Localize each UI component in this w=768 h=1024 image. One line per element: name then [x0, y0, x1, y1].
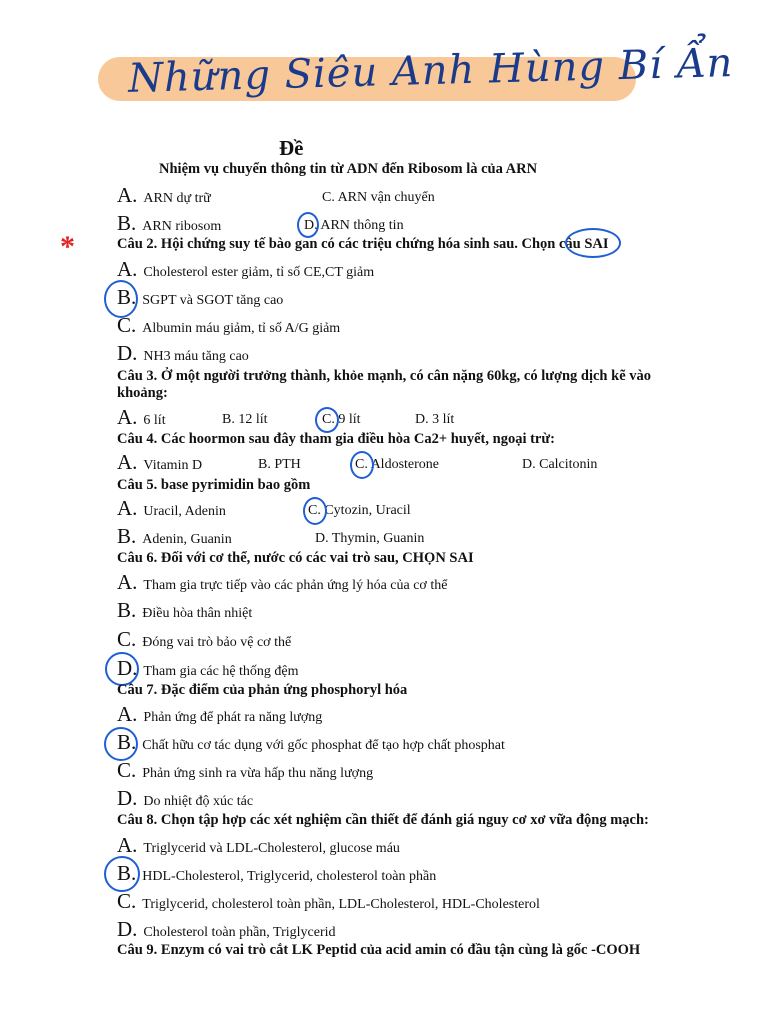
q2-option-b[interactable]: B. SGPT và SGOT tăng cao [117, 285, 284, 309]
q7-option-c[interactable]: C. Phản ứng sinh ra vừa hấp thu năng lượng [117, 758, 374, 782]
q7-option-d[interactable]: D. Do nhiệt độ xúc tác [117, 786, 254, 810]
q4-option-c[interactable]: C. Aldosterone [355, 457, 439, 472]
answer-circle-mark [565, 228, 621, 258]
q8-option-a[interactable]: A. Triglycerid và LDL-Cholesterol, glucose máu [117, 833, 400, 857]
page-title: Đề [279, 136, 304, 160]
question-8-text: Câu 8. Chọn tập hợp các xét nghiệm cần thiết để đánh giá nguy cơ xơ vữa động mạch: [117, 812, 649, 828]
q7-option-b[interactable]: B. Chất hữu cơ tác dụng với gốc phosphat để tạo hợp chất phosphat [117, 730, 505, 754]
answer-circle-mark [303, 497, 327, 525]
q5-option-b[interactable]: B. Adenin, Guanin [117, 524, 232, 548]
question-1-text: Nhiệm vụ chuyển thông tin từ ADN đến Ribosom là của ARN [159, 161, 538, 177]
answer-circle-mark [350, 451, 374, 479]
q3-option-a[interactable]: A. 6 lít [117, 405, 166, 429]
q1-option-c[interactable]: C. ARN vận chuyển [322, 190, 435, 205]
q6-option-b[interactable]: B. Điều hòa thân nhiệt [117, 598, 253, 622]
q2-option-c[interactable]: C. Albumin máu giảm, tỉ số A/G giảm [117, 313, 341, 337]
q5-option-a[interactable]: A. Uracil, Adenin [117, 496, 226, 520]
q3-option-b[interactable]: B. 12 lít [222, 412, 268, 427]
q6-option-a[interactable]: A. Tham gia trực tiếp vào các phản ứng lý hóa của cơ thể [117, 570, 448, 594]
handwritten-title: Những Siêu Anh Hùng Bí Ẩn [127, 40, 734, 102]
q1-option-d[interactable]: D. ARN thông tin [304, 218, 404, 233]
question-5-text: Câu 5. base pyrimidin bao gồm [117, 477, 311, 493]
answer-circle-mark [297, 212, 319, 238]
answer-circle-mark [104, 856, 140, 892]
q8-option-d[interactable]: D. Cholesterol toàn phần, Triglycerid [117, 917, 336, 941]
q6-option-c[interactable]: C. Đóng vai trò bảo vệ cơ thể [117, 627, 292, 651]
q4-option-d[interactable]: D. Calcitonin [522, 457, 598, 472]
question-6-text: Câu 6. Đối với cơ thể, nước có các vai trò sau, CHỌN SAI [117, 550, 474, 566]
q2-option-a[interactable]: A. Cholesterol ester giảm, tỉ số CE,CT giảm [117, 257, 375, 281]
question-4-text: Câu 4. Các hoormon sau đây tham gia điều hòa Ca2+ huyết, ngoại trừ: [117, 431, 555, 447]
q7-option-a[interactable]: A. Phản ứng để phát ra năng lượng [117, 702, 323, 726]
q2-option-d[interactable]: D. NH3 máu tăng cao [117, 341, 249, 365]
q5-option-d[interactable]: D. Thymin, Guanin [315, 531, 425, 546]
q1-option-b[interactable]: B. ARN ribosom [117, 211, 222, 235]
answer-circle-mark [315, 407, 339, 433]
answer-circle-mark [105, 652, 139, 686]
q3-option-c[interactable]: C. 9 lít [322, 412, 361, 427]
question-7-text: Câu 7. Đặc điểm của phản ứng phosphoryl hóa [117, 682, 408, 698]
question-2-text: Câu 2. Hội chứng suy tế bào gan có các triệu chứng hóa sinh sau. Chọn câu SAI [117, 236, 609, 252]
question-9-text: Câu 9. Enzym có vai trò cắt LK Peptid của acid amin có đầu tận cùng là gốc -COOH [117, 942, 641, 958]
q6-option-d[interactable]: D. Tham gia các hệ thống đệm [117, 656, 299, 680]
q8-option-b[interactable]: B. HDL-Cholesterol, Triglycerid, cholesterol toàn phần [117, 861, 437, 885]
q3-option-d[interactable]: D. 3 lít [415, 412, 455, 427]
q1-option-a[interactable]: A. ARN dự trữ [117, 183, 211, 207]
q5-option-c[interactable]: C. Cytozin, Uracil [308, 503, 411, 518]
answer-circle-mark [104, 727, 138, 761]
q8-option-c[interactable]: C. Triglycerid, cholesterol toàn phần, LDL-Cholesterol, HDL-Cholesterol [117, 889, 540, 913]
question-3-text: Câu 3. Ở một người trưởng thành, khỏe mạnh, có cân nặng 60kg, có lượng dịch kẽ vào khoảng: [117, 368, 652, 401]
q4-option-a[interactable]: A. Vitamin D [117, 450, 203, 474]
q4-option-b[interactable]: B. PTH [258, 457, 301, 472]
star-mark-icon: * [60, 230, 75, 263]
